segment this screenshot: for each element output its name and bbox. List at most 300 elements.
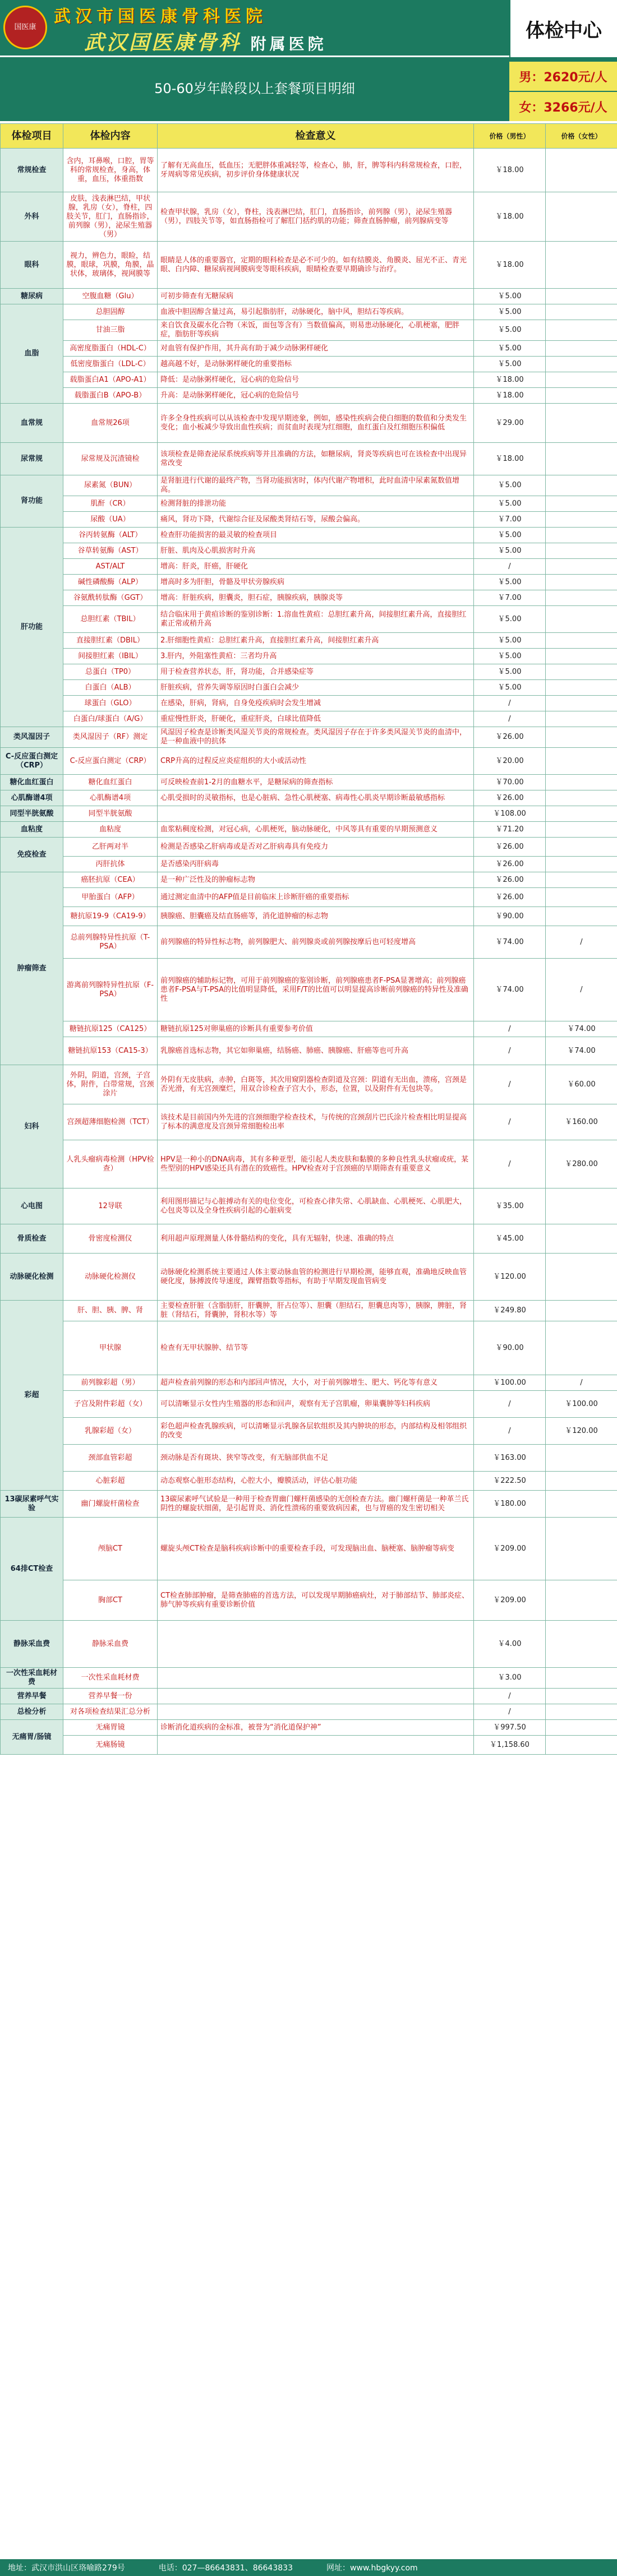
- package-banner: [0, 57, 617, 123]
- content-cell: 视力，辨色力，眼睑，结膜，眼球，巩膜，角膜，晶状体，玻璃体，视网膜等: [63, 242, 158, 289]
- table-row: [1, 528, 617, 543]
- price-male-cell: /: [474, 1689, 546, 1704]
- table-row: [1, 341, 617, 357]
- price-female-cell: [546, 1580, 617, 1621]
- meaning-cell: 是肾脏进行代谢的最终产物，当肾功能损害时，体内代谢产物增积，此时血清中尿素氮数值增高。: [158, 475, 474, 496]
- content-cell: 直接胆红素（DBIL）: [63, 633, 158, 649]
- meaning-cell: 风湿因子检查是诊断类风湿关节炎的常规检查。类风湿因子存在于许多类风湿关节炎的血清中，是一种血液中的抗体: [158, 727, 474, 748]
- category-cell: 动脉硬化检测: [1, 1254, 63, 1301]
- content-cell: 糖链抗原153（CA15-3）: [63, 1037, 158, 1065]
- table-row: [1, 543, 617, 559]
- price-male-cell: ￥35.00: [474, 1188, 546, 1224]
- content-cell: 谷草转氨酶（AST）: [63, 543, 158, 559]
- meaning-cell: [158, 1736, 474, 1755]
- category-cell: 心电图: [1, 1188, 63, 1224]
- price-female-cell: [546, 806, 617, 822]
- price-female-cell: [546, 149, 617, 192]
- price-male-cell: ￥26.00: [474, 838, 546, 857]
- price-female-cell: [546, 512, 617, 528]
- table-row: [1, 404, 617, 443]
- content-cell: 对各项检查结果汇总分析: [63, 1704, 158, 1720]
- price-male-cell: /: [474, 1391, 546, 1418]
- content-cell: 含内，耳鼻喉，口腔，胃等科的常规检查，身高，体重，血压，体重指数: [63, 149, 158, 192]
- table-row: [1, 372, 617, 388]
- table-row: [1, 711, 617, 727]
- price-male-cell: ￥120.00: [474, 1254, 546, 1301]
- content-cell: 游离前列腺特异性抗原（F-PSA）: [63, 959, 158, 1021]
- price-male-cell: ￥5.00: [474, 606, 546, 633]
- meaning-cell: 动脉硬化检测系统主要通过人体主要动脉血管的检测进行早期检测，能够直观，准确地反映血管硬化度，脉搏波传导速度，踝臂指数等指标，有助于早期发现血管病变: [158, 1254, 474, 1301]
- table-row: [1, 727, 617, 748]
- price-female-cell: [546, 696, 617, 711]
- price-female-cell: [546, 443, 617, 475]
- meaning-cell: 超声检查前列腺的形态和内部回声情况，大小，对于前列腺增生、肥大、钙化等有意义: [158, 1375, 474, 1391]
- content-cell: 颅脑CT: [63, 1518, 158, 1580]
- meaning-cell: 越高越不好，是动脉粥样硬化的重要指标: [158, 357, 474, 372]
- content-cell: 尿素氮（BUN）: [63, 475, 158, 496]
- content-cell: 尿常规及沉渣镜检: [63, 443, 158, 475]
- price-male-cell: ￥18.00: [474, 149, 546, 192]
- meaning-cell: CT检查肺部肿瘤，是筛查肺癌的首选方法，可以发现早期肺癌病灶，对于肺部结节、肺部炎症、肺气肿等疾病有重要诊断价值: [158, 1580, 474, 1621]
- price-female-cell: [546, 289, 617, 304]
- content-cell: 同型半胱氨酸: [63, 806, 158, 822]
- price-male-cell: ￥180.00: [474, 1491, 546, 1518]
- price-female-cell: [546, 680, 617, 696]
- meaning-cell: 痛风，肾功下降，代谢综合征及尿酸类肾结石等，尿酸会偏高。: [158, 512, 474, 528]
- price-male-cell: ￥26.00: [474, 790, 546, 806]
- price-male-cell: ￥20.00: [474, 748, 546, 775]
- table-row: [1, 649, 617, 664]
- content-cell: 总胆红素（TBIL）: [63, 606, 158, 633]
- meaning-cell: 检测是否感染乙肝病毒或是否对乙肝病毒具有免疫力: [158, 838, 474, 857]
- price-male-cell: ￥209.00: [474, 1580, 546, 1621]
- content-cell: 营养早餐一份: [63, 1689, 158, 1704]
- price-female-cell: [546, 1736, 617, 1755]
- center-label: 体检中心: [509, 0, 617, 57]
- table-row: [1, 1375, 617, 1391]
- price-male-cell: ￥5.00: [474, 649, 546, 664]
- table-row: [1, 1580, 617, 1621]
- meaning-cell: 乳腺癌首选标志物，其它如卵巢癌，结肠癌、肺癌、胰腺癌、肝癌等也可升高: [158, 1037, 474, 1065]
- table-row: [1, 1704, 617, 1720]
- meaning-cell: 在感染，肝病，肾病，自身免疫疾病时会发生增减: [158, 696, 474, 711]
- category-cell: 营养早餐: [1, 1689, 63, 1704]
- price-female-cell: ￥100.00: [546, 1391, 617, 1418]
- price-female: 女：3266元/人: [509, 92, 617, 121]
- meaning-cell: 检查有无甲状腺肿、结节等: [158, 1321, 474, 1375]
- price-male-cell: ￥5.00: [474, 289, 546, 304]
- meaning-cell: 该技术是目前国内外先进的宫颈细胞学检查技术，与传统的宫颈刮片巴氏涂片检查相比明显提高了标本的满意度及宫颈异常细胞检出率: [158, 1104, 474, 1140]
- price-male-cell: ￥70.00: [474, 775, 546, 790]
- content-cell: 总胆固醇: [63, 304, 158, 320]
- price-female-cell: ￥120.00: [546, 1418, 617, 1445]
- price-male: 男：2620元/人: [509, 62, 617, 91]
- meaning-cell: 可反映检查前1-2月的血糖水平，是糖尿病的筛查指标: [158, 775, 474, 790]
- content-cell: 甘油三脂: [63, 320, 158, 341]
- price-female-cell: [546, 559, 617, 575]
- meaning-cell: 增高：肝炎，肝癌，肝硬化: [158, 559, 474, 575]
- price-male-cell: ￥5.00: [474, 664, 546, 680]
- price-male-cell: ￥7.00: [474, 590, 546, 606]
- price-female-cell: [546, 1720, 617, 1736]
- meaning-cell: 通过测定血清中的AFP值是目前临床上诊断肝癌的重要指标: [158, 888, 474, 907]
- table-row: [1, 1491, 617, 1518]
- table-row: [1, 1391, 617, 1418]
- content-cell: 高密度脂蛋白（HDL-C）: [63, 341, 158, 357]
- meaning-cell: 主要检查肝脏（含脂肪肝，肝囊肿，肝占位等）、胆囊（胆结石，胆囊息肉等），胰腺，脾脏，肾脏（肾结石，肾囊肿，肾积水等）等: [158, 1301, 474, 1321]
- price-female-cell: [546, 590, 617, 606]
- price-female-cell: [546, 320, 617, 341]
- price-male-cell: ￥18.00: [474, 242, 546, 289]
- content-cell: 糖链抗原125（CA125）: [63, 1021, 158, 1037]
- price-female-cell: [546, 372, 617, 388]
- table-row: [1, 1472, 617, 1491]
- table-row: [1, 242, 617, 289]
- meaning-cell: 该项检查是筛查泌尿系统疾病等并且准确的方法，如糖尿病，肾炎等疾病也可在该检查中出现异常改变: [158, 443, 474, 475]
- category-cell: 外科: [1, 192, 63, 242]
- price-female-cell: [546, 790, 617, 806]
- table-row: [1, 149, 617, 192]
- price-female-cell: /: [546, 926, 617, 959]
- price-male-cell: ￥18.00: [474, 192, 546, 242]
- table-body: [1, 149, 617, 1755]
- price-male-cell: /: [474, 1140, 546, 1188]
- price-female-cell: [546, 1621, 617, 1668]
- meaning-cell: 许多全身性疾病可以从该检查中发现早期迹象，例如，感染性疾病会使白细胞的数值和分类发生变化；血小板减少导致出血性疾病；而贫血时表现为红细胞，血红蛋白及红细胞压积偏低: [158, 404, 474, 443]
- price-male-cell: ￥163.00: [474, 1445, 546, 1472]
- category-cell: 免疫检查: [1, 838, 63, 872]
- meaning-cell: 2.肝细胞性黄疸：总胆红素升高，直接胆红素升高，间接胆红素升高: [158, 633, 474, 649]
- meaning-cell: [158, 1621, 474, 1668]
- content-cell: 谷丙转氨酶（ALT）: [63, 528, 158, 543]
- meaning-cell: 降低：是动脉粥样硬化，冠心病的危险信号: [158, 372, 474, 388]
- table-row: [1, 512, 617, 528]
- content-cell: 低密度脂蛋白（LDL-C）: [63, 357, 158, 372]
- meaning-cell: 增高时多为肝胆，骨骼及甲状旁腺疾病: [158, 575, 474, 590]
- meaning-cell: 升高：是动脉粥样硬化，冠心病的危险信号: [158, 388, 474, 404]
- table-row: [1, 907, 617, 926]
- price-male-cell: /: [474, 1418, 546, 1445]
- meaning-cell: [158, 1668, 474, 1689]
- table-row: [1, 1224, 617, 1254]
- table-row: [1, 1301, 617, 1321]
- table-row: [1, 1188, 617, 1224]
- price-male-cell: ￥18.00: [474, 372, 546, 388]
- price-female-cell: ￥280.00: [546, 1140, 617, 1188]
- price-male-cell: ￥5.00: [474, 357, 546, 372]
- meaning-cell: 肝脏疾病，营养失调等原因时白蛋白会减少: [158, 680, 474, 696]
- footer-phone: 电话：027—86643831、86643833: [158, 2564, 293, 2573]
- meaning-cell: 对血管有保护作用，其升高有助于减少动脉粥样硬化: [158, 341, 474, 357]
- table-row: [1, 790, 617, 806]
- content-cell: 心脏彩超: [63, 1472, 158, 1491]
- table-row: [1, 1037, 617, 1065]
- header-banner: [0, 0, 617, 57]
- content-cell: 子宫及附件彩超（女）: [63, 1391, 158, 1418]
- price-female-cell: [546, 388, 617, 404]
- meaning-cell: 增高：肝脏疾病，胆囊炎，胆石症，胰腺疾病，胰腺炎等: [158, 590, 474, 606]
- content-cell: 血常规26项: [63, 404, 158, 443]
- price-female-cell: ￥160.00: [546, 1104, 617, 1140]
- table-header-row: [1, 124, 617, 149]
- content-cell: C-反应蛋白测定（CRP）: [63, 748, 158, 775]
- price-male-cell: ￥29.00: [474, 404, 546, 443]
- content-cell: 载脂蛋白B（APO-B）: [63, 388, 158, 404]
- content-cell: 静脉采血费: [63, 1621, 158, 1668]
- price-female-cell: [546, 304, 617, 320]
- content-cell: 球蛋白（GLO）: [63, 696, 158, 711]
- price-male-cell: /: [474, 559, 546, 575]
- table-row: [1, 559, 617, 575]
- content-cell: 皮肤，浅表淋巴结，甲状腺，乳房（女），脊柱，四肢关节，肛门，直肠指诊，前列腺（男），泌尿生殖器（男）: [63, 192, 158, 242]
- category-cell: 血脂: [1, 304, 63, 404]
- table-row: [1, 748, 617, 775]
- price-male-cell: ￥71.20: [474, 822, 546, 838]
- category-cell: 类风湿因子: [1, 727, 63, 748]
- table-row: [1, 1720, 617, 1736]
- table-row: [1, 1021, 617, 1037]
- price-female-cell: [546, 633, 617, 649]
- content-cell: 无痛胃镜: [63, 1720, 158, 1736]
- meaning-cell: 彩色超声检查乳腺疾病，可以清晰显示乳腺各层软组织及其内肿块的形态，内部结构及相邻组织的改变: [158, 1418, 474, 1445]
- table-row: [1, 872, 617, 888]
- content-cell: 无痛肠镜: [63, 1736, 158, 1755]
- content-cell: 类风湿因子（RF）测定: [63, 727, 158, 748]
- meaning-cell: [158, 806, 474, 822]
- meaning-cell: 诊断消化道疾病的金标准，被誉为“消化道保护神”: [158, 1720, 474, 1736]
- meaning-cell: 来自饮食及碳水化合物（米饭，面包等含有）当数值偏高，则易患动脉硬化，心肌梗塞，肥胖症，脂肪肝等疾病: [158, 320, 474, 341]
- price-female-cell: [546, 872, 617, 888]
- meaning-cell: 13碳尿素呼气试验是一种用于检查胃幽门螺杆菌感染的无创检查方法。幽门螺杆菌是一种革兰氏阴性的螺旋状细菌，是引起胃炎、消化性溃疡的重要致病因素，也与胃癌的发生密切相关: [158, 1491, 474, 1518]
- price-female-cell: [546, 1301, 617, 1321]
- price-male-cell: ￥18.00: [474, 443, 546, 475]
- meaning-cell: 可初步筛查有无糖尿病: [158, 289, 474, 304]
- content-cell: 前列腺彩超（男）: [63, 1375, 158, 1391]
- table-row: [1, 575, 617, 590]
- category-cell: 血常规: [1, 404, 63, 443]
- meaning-cell: 是否感染丙肝病毒: [158, 857, 474, 872]
- table-row: [1, 1689, 617, 1704]
- price-female-cell: [546, 649, 617, 664]
- category-cell: 糖化血红蛋白: [1, 775, 63, 790]
- meaning-cell: 检查甲状腺，乳房（女），脊柱，浅表淋巴结，肛门，直肠指诊，前列腺（男），泌尿生殖器（男），四肢关节等，如直肠指检可了解肛门括约肌的功能；筛查直肠肿瘤，前列腺病变等: [158, 192, 474, 242]
- meaning-cell: 外阴有无皮肤病，赤肿，白斑等，其次用窥阴器检查阴道及宫颈：阴道有无出血，溃疡，宫颈是否光滑，有无宫颈糜烂，用双合诊检查子宫大小，形态，位置，以及附件有无包块等。: [158, 1065, 474, 1104]
- price-male-cell: ￥90.00: [474, 907, 546, 926]
- meaning-cell: 血浆粘稠度检测，对冠心病，心肌梗死，脑动脉硬化，中风等具有重要的早期预测意义: [158, 822, 474, 838]
- content-cell: 甲状腺: [63, 1321, 158, 1375]
- price-male-cell: ￥1,158.60: [474, 1736, 546, 1755]
- content-cell: 乳腺彩超（女）: [63, 1418, 158, 1445]
- table-row: [1, 606, 617, 633]
- price-female-cell: [546, 341, 617, 357]
- content-cell: 幽门螺旋杆菌检查: [63, 1491, 158, 1518]
- content-cell: 载脂蛋白A1（APO-A1）: [63, 372, 158, 388]
- category-cell: 糖尿病: [1, 289, 63, 304]
- price-female-cell: [546, 1689, 617, 1704]
- price-female-cell: [546, 822, 617, 838]
- price-male-cell: /: [474, 1021, 546, 1037]
- price-female-cell: [546, 711, 617, 727]
- table-row: [1, 822, 617, 838]
- table-row: [1, 357, 617, 372]
- price-male-cell: ￥5.00: [474, 575, 546, 590]
- price-female-cell: ￥60.00: [546, 1065, 617, 1104]
- content-cell: 癌胚抗原（CEA）: [63, 872, 158, 888]
- price-female-cell: [546, 664, 617, 680]
- price-male-cell: ￥26.00: [474, 727, 546, 748]
- category-cell: 一次性采血耗材费: [1, 1668, 63, 1689]
- price-female-cell: [546, 242, 617, 289]
- meaning-cell: 利用超声原理测量人体骨骼结构的变化，具有无辐射，快速、准确的特点: [158, 1224, 474, 1254]
- price-female-cell: /: [546, 959, 617, 1021]
- table-row: [1, 1104, 617, 1140]
- price-female-cell: [546, 857, 617, 872]
- meaning-cell: 了解有无高血压，低血压；无肥胖体重减轻等，检查心，肺，肝，脾等科内科常规检查，口腔，牙周病等常见疾病，初步评价身体健康状况: [158, 149, 474, 192]
- table-row: [1, 304, 617, 320]
- price-female-cell: [546, 1668, 617, 1689]
- table-row: [1, 1445, 617, 1472]
- meaning-cell: 可以清晰显示女性内生殖器的形态和回声，观察有无子宫肌瘤，卵巢囊肿等妇科疾病: [158, 1391, 474, 1418]
- price-male-cell: ￥5.00: [474, 320, 546, 341]
- content-cell: 总前列腺特异性抗原（T-PSA）: [63, 926, 158, 959]
- price-male-cell: ￥997.50: [474, 1720, 546, 1736]
- price-female-cell: /: [546, 1375, 617, 1391]
- price-female-cell: [546, 1445, 617, 1472]
- footer-bar: [0, 2559, 617, 2576]
- col-header-meaning: 检查意义: [158, 124, 474, 149]
- content-cell: 胸部CT: [63, 1580, 158, 1621]
- content-cell: 碱性磷酸酶（ALP）: [63, 575, 158, 590]
- content-cell: 乙肝两对半: [63, 838, 158, 857]
- table-row: [1, 959, 617, 1021]
- price-male-cell: ￥45.00: [474, 1224, 546, 1254]
- meaning-cell: [158, 1704, 474, 1720]
- price-male-cell: ￥100.00: [474, 1375, 546, 1391]
- meaning-cell: 胰腺癌、胆囊癌及结直肠癌等，消化道肿瘤的标志物: [158, 907, 474, 926]
- table-row: [1, 806, 617, 822]
- content-cell: AST/ALT: [63, 559, 158, 575]
- price-female-cell: [546, 1518, 617, 1580]
- price-male-cell: ￥74.00: [474, 926, 546, 959]
- col-header-category: 体检项目: [1, 124, 63, 149]
- exam-table: [0, 123, 617, 1755]
- price-male-cell: ￥5.00: [474, 680, 546, 696]
- price-female-cell: [546, 192, 617, 242]
- col-header-content: 体检内容: [63, 124, 158, 149]
- category-cell: 血粘度: [1, 822, 63, 838]
- meaning-cell: 心肌受损时的灵敏指标，也是心脏病、急性心肌梗塞、病毒性心肌炎早期诊断最敏感指标: [158, 790, 474, 806]
- category-cell: 静脉采血费: [1, 1621, 63, 1668]
- content-cell: 白蛋白（ALB）: [63, 680, 158, 696]
- price-female-cell: [546, 1224, 617, 1254]
- category-cell: 彩超: [1, 1301, 63, 1491]
- footer-address: 地址：武汉市洪山区珞喻路279号: [8, 2564, 125, 2573]
- content-cell: 丙肝抗体: [63, 857, 158, 872]
- content-cell: 血粘度: [63, 822, 158, 838]
- meaning-cell: 前列腺癌的特异性标志物，前列腺肥大、前列腺炎或前列腺按摩后也可轻度增高: [158, 926, 474, 959]
- table-row: [1, 888, 617, 907]
- price-female-cell: [546, 1321, 617, 1375]
- meaning-cell: 螺旋头颅CT检查是脑科疾病诊断中的重要检查手段，可发现脑出血、脑梗塞、脑肿瘤等病变: [158, 1518, 474, 1580]
- price-female-cell: [546, 888, 617, 907]
- table-row: [1, 320, 617, 341]
- price-female-cell: [546, 357, 617, 372]
- category-cell: 常规检查: [1, 149, 63, 192]
- meaning-cell: 重症慢性肝炎，肝硬化，重症肝炎，白球比值降低: [158, 711, 474, 727]
- meaning-cell: 利用图形描记与心脏搏动有关的电位变化，可检查心律失常、心肌缺血、心肌梗死、心肌肥大，心包炎等以及全身性疾病引起的心脏病变: [158, 1188, 474, 1224]
- category-cell: 尿常规: [1, 443, 63, 475]
- price-male-cell: ￥7.00: [474, 512, 546, 528]
- table-row: [1, 1321, 617, 1375]
- table-row: [1, 838, 617, 857]
- meaning-cell: 颈动脉是否有斑块、狭窄等改变，有无脑部供血不足: [158, 1445, 474, 1472]
- category-cell: 64排CT检查: [1, 1518, 63, 1621]
- table-row: [1, 496, 617, 512]
- content-cell: 空腹血糖（Glu）: [63, 289, 158, 304]
- table-row: [1, 775, 617, 790]
- content-cell: 心肌酶谱4项: [63, 790, 158, 806]
- price-female-cell: [546, 1254, 617, 1301]
- meaning-cell: 肝脏、肌肉及心肌损害时升高: [158, 543, 474, 559]
- price-male-cell: ￥5.00: [474, 528, 546, 543]
- category-cell: 眼科: [1, 242, 63, 289]
- category-cell: 肾功能: [1, 475, 63, 528]
- category-cell: 妇科: [1, 1065, 63, 1188]
- table-row: [1, 192, 617, 242]
- meaning-cell: 动态观察心脏形态结构，心腔大小，瓣膜活动，评估心脏功能: [158, 1472, 474, 1491]
- table-row: [1, 1736, 617, 1755]
- content-cell: 谷氨酰转肽酶（GGT）: [63, 590, 158, 606]
- category-cell: 无痛胃/肠镜: [1, 1720, 63, 1755]
- col-header-price-female: 价格（女性）: [546, 124, 617, 149]
- content-cell: 动脉硬化检测仪: [63, 1254, 158, 1301]
- meaning-cell: 糖链抗原125对卵巢癌的诊断具有重要参考价值: [158, 1021, 474, 1037]
- price-male-cell: ￥4.00: [474, 1621, 546, 1668]
- content-cell: 糖抗原19-9（CA19-9）: [63, 907, 158, 926]
- content-cell: 间接胆红素（IBIL）: [63, 649, 158, 664]
- price-female-cell: [546, 1704, 617, 1720]
- content-cell: 糖化血红蛋白: [63, 775, 158, 790]
- table-row: [1, 926, 617, 959]
- price-male-cell: ￥222.50: [474, 1472, 546, 1491]
- price-female-cell: [546, 496, 617, 512]
- price-male-cell: /: [474, 1104, 546, 1140]
- content-cell: 肝、胆、胰、脾、肾: [63, 1301, 158, 1321]
- price-male-cell: ￥26.00: [474, 888, 546, 907]
- price-male-cell: ￥209.00: [474, 1518, 546, 1580]
- table-row: [1, 1065, 617, 1104]
- meaning-cell: 眼睛是人体的重要器官，定期的眼科检查是必不可少的。如有结膜炎、角膜炎、屈光不正、青光眼、白内障、糖尿病视网膜病变等眼科疾病，眼睛检查要早期确诊与治疗。: [158, 242, 474, 289]
- table-row: [1, 289, 617, 304]
- price-male-cell: ￥5.00: [474, 543, 546, 559]
- category-cell: 肝功能: [1, 528, 63, 727]
- table-row: [1, 1621, 617, 1668]
- content-cell: 肌酐（CR）: [63, 496, 158, 512]
- table-row: [1, 1418, 617, 1445]
- table-row: [1, 475, 617, 496]
- price-female-cell: [546, 727, 617, 748]
- meaning-cell: 前列腺癌的辅助标记物，可用于前列腺癌的鉴别诊断，前列腺癌患者F-PSA显著增高；前列腺癌患者F-PSA与T-PSA的比值明显降低，采用F/T的比值可以明显提高诊断前列腺癌的特异性及准确性: [158, 959, 474, 1021]
- meaning-cell: 检测肾脏的排泄功能: [158, 496, 474, 512]
- price-female-cell: [546, 748, 617, 775]
- content-cell: 尿酸（UA）: [63, 512, 158, 528]
- content-cell: 骨密度检测仪: [63, 1224, 158, 1254]
- content-cell: 12导联: [63, 1188, 158, 1224]
- price-female-cell: [546, 1472, 617, 1491]
- table-row: [1, 664, 617, 680]
- price-male-cell: ￥18.00: [474, 388, 546, 404]
- price-male-cell: ￥5.00: [474, 496, 546, 512]
